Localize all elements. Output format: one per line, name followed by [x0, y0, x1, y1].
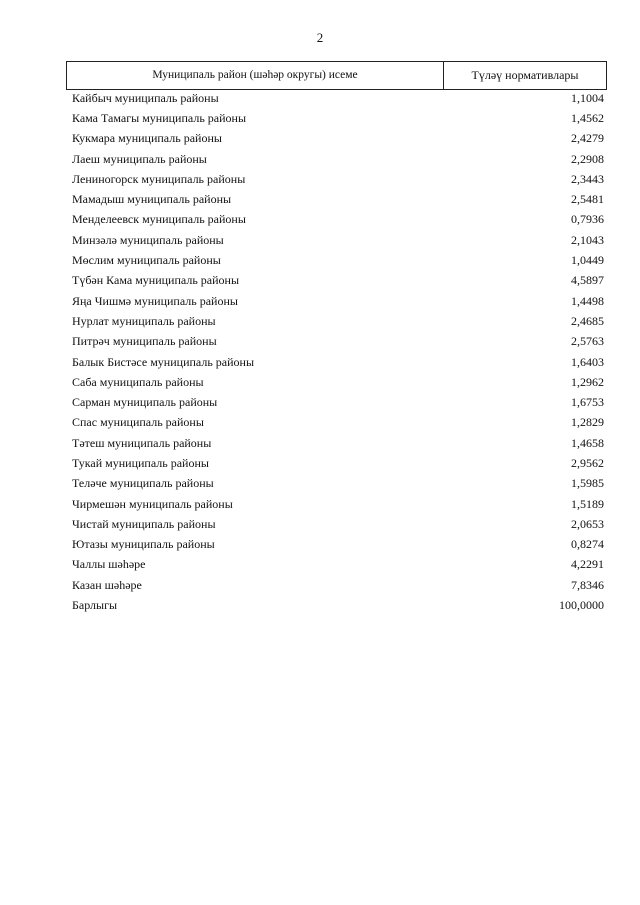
payment-norm-value: 1,6403 [571, 354, 604, 369]
payment-norm-value: 1,0449 [571, 253, 604, 268]
district-name: Барлыгы [72, 598, 118, 613]
table-row [72, 311, 604, 331]
table-row [72, 149, 604, 169]
district-name: Сарман муниципаль районы [72, 395, 218, 410]
table-row [72, 332, 604, 352]
district-name: Мамадыш муниципаль районы [72, 192, 232, 207]
payment-norm-value: 2,1043 [571, 232, 604, 247]
district-name: Казан шәһәре [72, 577, 142, 592]
header-district-name: Муниципаль район (шәһәр округы) исеме [67, 62, 444, 89]
payment-norm-value: 2,9562 [571, 455, 604, 470]
table-row [72, 392, 604, 412]
payment-norm-value: 1,2962 [571, 374, 604, 389]
table-row [72, 535, 604, 555]
payment-norm-value: 2,5763 [571, 334, 604, 349]
district-name: Тукай муниципаль районы [72, 455, 209, 470]
payment-norm-value: 1,2829 [571, 415, 604, 430]
table-row [72, 250, 604, 270]
payment-norm-value: 2,4279 [571, 131, 604, 146]
table-row [72, 555, 604, 575]
district-name: Ютазы муниципаль районы [72, 537, 215, 552]
table-row [72, 88, 604, 108]
district-name: Тәтеш муниципаль районы [72, 435, 212, 450]
table-body [72, 88, 604, 616]
table-row [72, 413, 604, 433]
district-name: Питрәч муниципаль районы [72, 334, 217, 349]
payment-norm-value: 1,5985 [571, 476, 604, 491]
table-row [72, 291, 604, 311]
table-row [72, 352, 604, 372]
district-name: Нурлат муниципаль районы [72, 313, 216, 328]
payment-norm-value: 1,4562 [571, 110, 604, 125]
district-name: Менделеевск муниципаль районы [72, 212, 246, 227]
table-row [72, 514, 604, 534]
payment-norm-value: 7,8346 [571, 577, 604, 592]
payment-norm-value: 1,4658 [571, 435, 604, 450]
payment-norm-value: 1,1004 [571, 90, 604, 105]
payment-norm-value: 2,4685 [571, 313, 604, 328]
district-name: Теләче муниципаль районы [72, 476, 214, 491]
district-name: Саба муниципаль районы [72, 374, 204, 389]
table-row [72, 595, 604, 615]
table-row [72, 189, 604, 209]
district-name: Лениногорск муниципаль районы [72, 171, 246, 186]
district-name: Түбән Кама муниципаль районы [72, 273, 240, 288]
payment-norm-value: 1,6753 [571, 395, 604, 410]
payment-norm-value: 1,5189 [571, 496, 604, 511]
district-name: Чаллы шәһәре [72, 557, 146, 572]
table-row [72, 271, 604, 291]
district-name: Спас муниципаль районы [72, 415, 204, 430]
payment-norm-value: 4,5897 [571, 273, 604, 288]
district-name: Балык Бистәсе муниципаль районы [72, 354, 255, 369]
table-row [72, 433, 604, 453]
table-row [72, 575, 604, 595]
table-row [72, 129, 604, 149]
payment-norm-value: 0,8274 [571, 537, 604, 552]
district-name: Чирмешән муниципаль районы [72, 496, 233, 511]
table-row [72, 230, 604, 250]
page-number: 2 [316, 30, 324, 45]
payment-norm-value: 2,3443 [571, 171, 604, 186]
district-name: Минзәлә муниципаль районы [72, 232, 224, 247]
district-name: Лаеш муниципаль районы [72, 151, 207, 166]
payment-norm-value: 0,7936 [571, 212, 604, 227]
table-row [72, 210, 604, 230]
payment-norm-value: 2,5481 [571, 192, 604, 207]
payment-norm-value: 2,2908 [571, 151, 604, 166]
payment-norm-value: 100,0000 [559, 598, 604, 613]
district-name: Чистай муниципаль районы [72, 516, 216, 531]
table-row [72, 474, 604, 494]
district-name: Кукмара муниципаль районы [72, 131, 222, 146]
table-row [72, 494, 604, 514]
table-header [66, 61, 607, 90]
payment-norm-value: 1,4498 [571, 293, 604, 308]
table-row [72, 169, 604, 189]
payment-norm-value: 4,2291 [571, 557, 604, 572]
district-name: Кайбыч муниципаль районы [72, 90, 219, 105]
table-row [72, 372, 604, 392]
table-row [72, 108, 604, 128]
table-row [72, 453, 604, 473]
district-name: Яңа Чишмә муниципаль районы [72, 293, 238, 308]
payment-norm-value: 2,0653 [571, 516, 604, 531]
district-name: Кама Тамагы муниципаль районы [72, 110, 247, 125]
district-name: Мөслим муниципаль районы [72, 253, 221, 268]
header-payment-norms: Түләү нормативлары [471, 68, 579, 82]
